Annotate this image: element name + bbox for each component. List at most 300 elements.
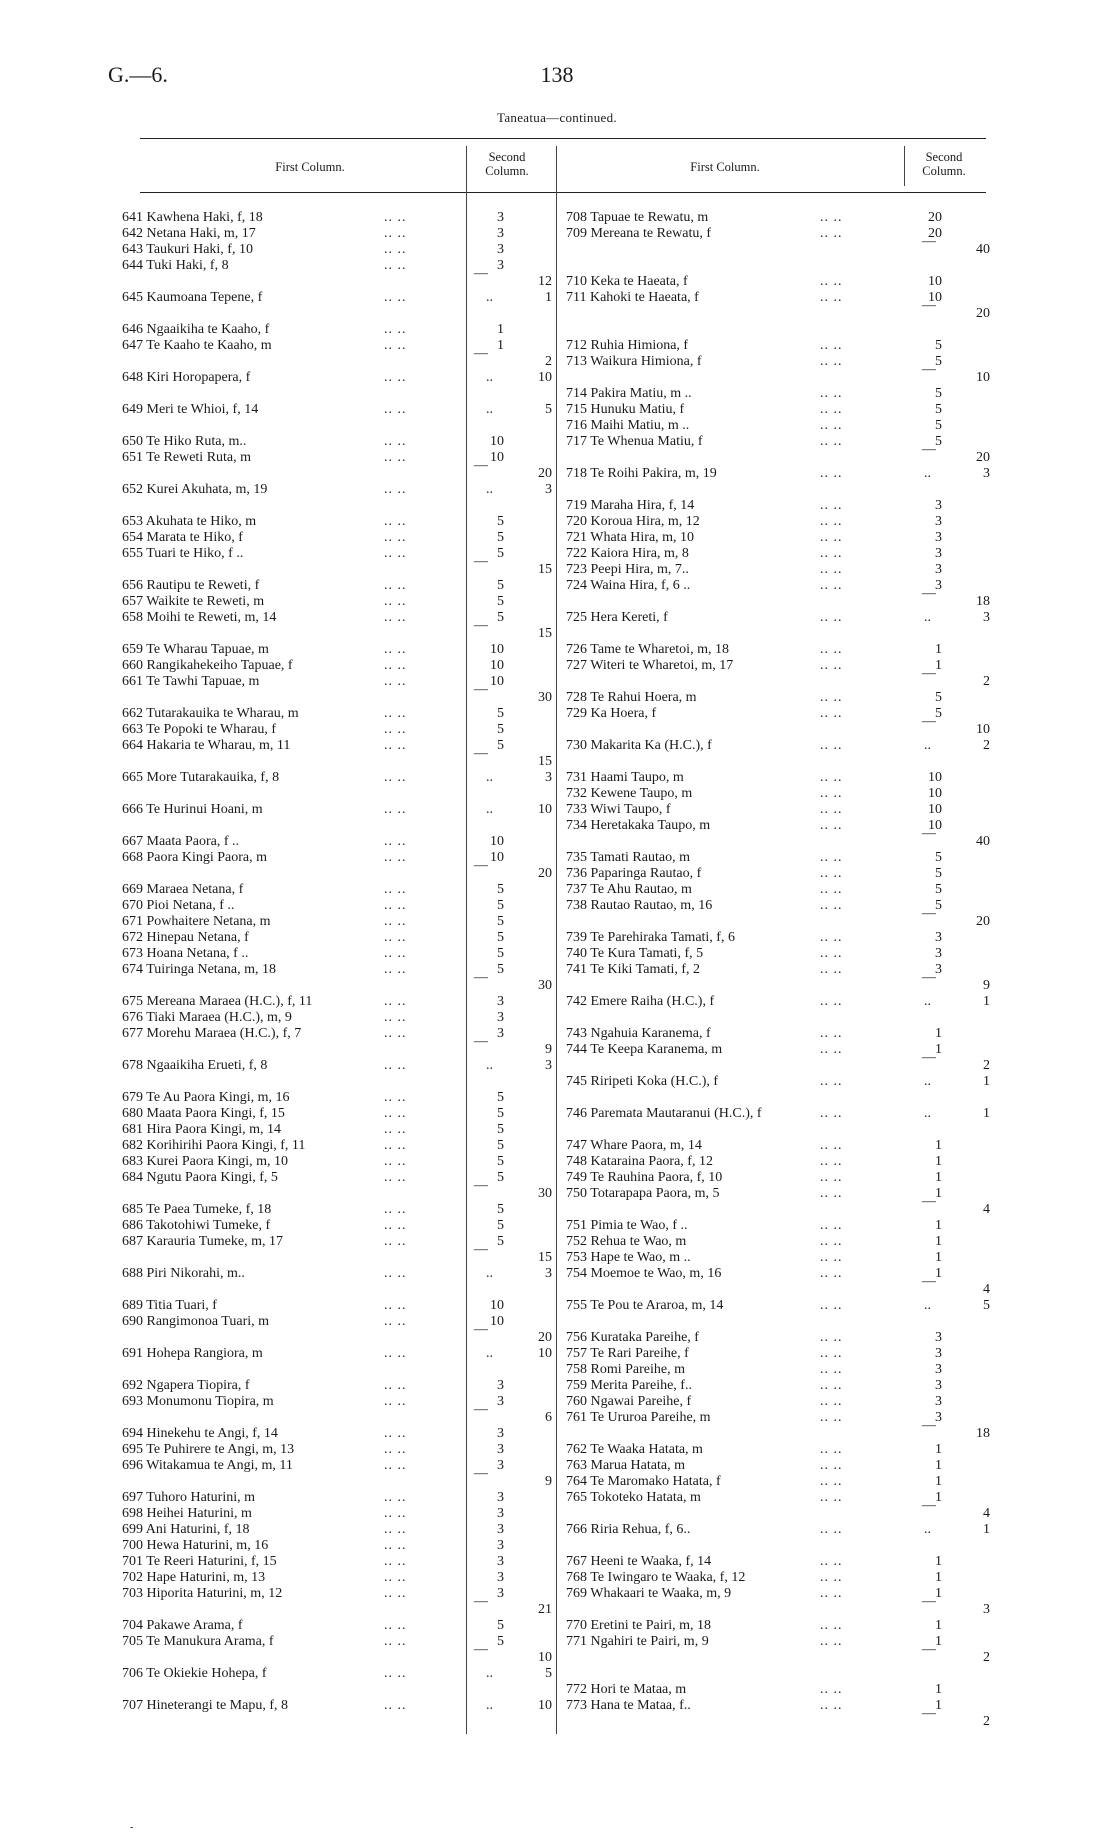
- share-value: 10: [928, 770, 942, 785]
- dot-leader: .. ..: [820, 786, 843, 801]
- subtotal-dash: —: [922, 1418, 936, 1433]
- share-value: 5: [497, 946, 504, 961]
- dot-leader: .. ..: [384, 1202, 407, 1217]
- dot-leader: .. ..: [820, 514, 843, 529]
- group-total: 10: [976, 722, 990, 737]
- entry-name: 730 Makarita Ka (H.C.), f: [566, 738, 712, 753]
- dot-leader: .. ..: [384, 1314, 407, 1329]
- entry-name: 720 Koroua Hira, m, 12: [566, 514, 700, 529]
- entry-name: 691 Hohepa Rangiora, m: [122, 1346, 263, 1361]
- share-value: 10: [928, 274, 942, 289]
- subtotal-dash: —: [922, 442, 936, 457]
- entry-name: 718 Te Roihi Pakira, m, 19: [566, 466, 717, 481]
- entry-name: 688 Piri Nikorahi, m..: [122, 1266, 245, 1281]
- entry-name: 677 Morehu Maraea (H.C.), f, 7: [122, 1026, 302, 1041]
- entry-name: 717 Te Whenua Matiu, f: [566, 434, 703, 449]
- entry-name: 741 Te Kiki Tamati, f, 2: [566, 962, 701, 977]
- right-column-divider: [904, 146, 905, 186]
- entry-name: 666 Te Hurinui Hoani, m: [122, 802, 263, 817]
- share-value: 5: [497, 1202, 504, 1217]
- entry-name: 703 Hiporita Haturini, m, 12: [122, 1586, 283, 1601]
- table-row: [0, 434, 1114, 450]
- group-total: 9: [983, 978, 990, 993]
- table-row: [0, 738, 1114, 754]
- entry-name: 716 Maihi Matiu, m ..: [566, 418, 690, 433]
- share-value: 3: [935, 1346, 942, 1361]
- share-value: 3: [935, 514, 942, 529]
- entry-name: 754 Moemoe te Wao, m, 16: [566, 1266, 722, 1281]
- entry-name: 732 Kewene Taupo, m: [566, 786, 693, 801]
- entry-name: 657 Waikite te Reweti, m: [122, 594, 265, 609]
- table-row: [0, 514, 1114, 530]
- dot-leader: .. ..: [384, 994, 407, 1009]
- dot-leader: .. ..: [820, 1154, 843, 1169]
- share-value: 3: [935, 530, 942, 545]
- table-row: [0, 386, 1114, 402]
- table-row: [0, 1090, 1114, 1106]
- dot-leader: .. ..: [384, 322, 407, 337]
- share-value: 5: [497, 514, 504, 529]
- dot-leader: ..: [924, 1298, 931, 1313]
- share-value: 3: [497, 1522, 504, 1537]
- table-row: [0, 1522, 1114, 1538]
- dot-leader: .. ..: [820, 1682, 843, 1697]
- dot-leader: .. ..: [384, 642, 407, 657]
- entry-name: 641 Kawhena Haki, f, 18: [122, 210, 263, 225]
- share-value: 1: [935, 1234, 942, 1249]
- table-row: [0, 1274, 1114, 1298]
- entry-name: 673 Hoana Netana, f ..: [122, 946, 249, 961]
- share-value: 10: [490, 658, 504, 673]
- share-value: 1: [935, 1554, 942, 1569]
- subtotal-dash: —: [474, 682, 488, 697]
- share-value: 1: [935, 1170, 942, 1185]
- share-value: 3: [935, 578, 942, 593]
- entry-name: 757 Te Rari Pareihe, f: [566, 1346, 689, 1361]
- entry-name: 766 Riria Rehua, f, 6..: [566, 1522, 691, 1537]
- share-value: 10: [490, 1314, 504, 1329]
- entry-name: 690 Rangimonoa Tuari, m: [122, 1314, 270, 1329]
- entry-name: 669 Maraea Netana, f: [122, 882, 244, 897]
- entry-name: 675 Mereana Maraea (H.C.), f, 11: [122, 994, 313, 1009]
- dot-leader: .. ..: [820, 578, 843, 593]
- dot-leader: .. ..: [384, 242, 407, 257]
- entry-name: 726 Tame te Wharetoi, m, 18: [566, 642, 729, 657]
- subtotal-dash: —: [922, 1498, 936, 1513]
- dot-leader: .. ..: [384, 578, 407, 593]
- dot-leader: .. ..: [820, 706, 843, 721]
- group-total: 18: [976, 1426, 990, 1441]
- dot-leader: .. ..: [820, 546, 843, 561]
- group-total: 20: [538, 1330, 552, 1345]
- subtotal-dash: —: [922, 1274, 936, 1289]
- group-total: 3: [545, 482, 552, 497]
- entry-name: 738 Rautao Rautao, m, 16: [566, 898, 713, 913]
- entry-name: 644 Tuki Haki, f, 8: [122, 258, 229, 273]
- dot-leader: .. ..: [820, 962, 843, 977]
- entry-name: 744 Te Keepa Karanema, m: [566, 1042, 723, 1057]
- entry-name: 714 Pakira Matiu, m ..: [566, 386, 692, 401]
- entry-name: 722 Kaiora Hira, m, 8: [566, 546, 689, 561]
- dot-leader: .. ..: [820, 1586, 843, 1601]
- table-row: [0, 1634, 1114, 1650]
- dot-leader: .. ..: [820, 866, 843, 881]
- table-row: [0, 1122, 1114, 1138]
- entry-name: 646 Ngaaikiha te Kaaho, f: [122, 322, 270, 337]
- table-row: [0, 770, 1114, 786]
- dot-leader: .. ..: [384, 1090, 407, 1105]
- dot-leader: .. ..: [820, 1442, 843, 1457]
- entry-name: 687 Karauria Tumeke, m, 17: [122, 1234, 283, 1249]
- entry-name: 713 Waikura Himiona, f: [566, 354, 702, 369]
- table-row: [0, 1074, 1114, 1090]
- subtotal-dash: —: [474, 1402, 488, 1417]
- entry-name: 680 Maata Paora Kingi, f, 15: [122, 1106, 285, 1121]
- dot-leader: .. ..: [820, 610, 843, 625]
- dot-leader: .. ..: [384, 946, 407, 961]
- dot-leader: .. ..: [820, 1026, 843, 1041]
- table-row: [0, 1298, 1114, 1314]
- subtotal-dash: —: [474, 1322, 488, 1337]
- share-value: 5: [497, 898, 504, 913]
- group-total: 30: [538, 690, 552, 705]
- share-value: 5: [497, 914, 504, 929]
- dot-leader: .. ..: [384, 1522, 407, 1537]
- table-row: [0, 530, 1114, 546]
- share-value: 1: [935, 1570, 942, 1585]
- subtotal-dash: —: [474, 1466, 488, 1481]
- table-row: [0, 610, 1114, 626]
- entry-name: 689 Titia Tuari, f: [122, 1298, 217, 1313]
- dot-leader: .. ..: [820, 690, 843, 705]
- group-total: 10: [538, 1698, 552, 1713]
- share-value: 1: [935, 1154, 942, 1169]
- dot-leader: .. ..: [384, 1106, 407, 1121]
- share-value: 5: [497, 1170, 504, 1185]
- dot-leader: .. ..: [820, 402, 843, 417]
- dot-leader: .. ..: [820, 210, 843, 225]
- entry-name: 696 Witakamua te Angi, m, 11: [122, 1458, 293, 1473]
- dot-leader: .. ..: [384, 594, 407, 609]
- share-value: 5: [497, 1138, 504, 1153]
- share-value: 1: [935, 1138, 942, 1153]
- group-total: 20: [976, 914, 990, 929]
- entry-name: 759 Merita Pareihe, f..: [566, 1378, 692, 1393]
- table-row: [0, 714, 1114, 738]
- table-row: [0, 898, 1114, 914]
- dot-leader: .. ..: [384, 1394, 407, 1409]
- share-value: 10: [928, 290, 942, 305]
- table-row: [0, 226, 1114, 242]
- share-value: 3: [497, 994, 504, 1009]
- entry-name: 739 Te Parehiraka Tamati, f, 6: [566, 930, 735, 945]
- share-value: 1: [935, 1586, 942, 1601]
- dot-leader: .. ..: [820, 1410, 843, 1425]
- share-value: 5: [497, 1106, 504, 1121]
- table-row: [0, 290, 1114, 306]
- share-value: 1: [935, 1442, 942, 1457]
- dot-leader: .. ..: [384, 258, 407, 273]
- share-value: 5: [935, 418, 942, 433]
- share-value: 10: [490, 642, 504, 657]
- table-row: [0, 1666, 1114, 1682]
- dot-leader: ..: [924, 1106, 931, 1121]
- entry-name: 692 Ngapera Tiopira, f: [122, 1378, 250, 1393]
- entry-name: 643 Taukuri Haki, f, 10: [122, 242, 253, 257]
- table-row: [0, 1618, 1114, 1634]
- entry-name: 684 Ngutu Paora Kingi, f, 5: [122, 1170, 278, 1185]
- share-value: 5: [497, 962, 504, 977]
- entry-name: 693 Monumonu Tiopira, m: [122, 1394, 274, 1409]
- entry-name: 651 Te Reweti Ruta, m: [122, 450, 252, 465]
- table-row: [0, 882, 1114, 898]
- dot-leader: ..: [924, 1074, 931, 1089]
- entry-name: 771 Ngahiri te Pairi, m, 9: [566, 1634, 709, 1649]
- share-value: 10: [928, 786, 942, 801]
- share-value: 1: [935, 1634, 942, 1649]
- entry-name: 653 Akuhata te Hiko, m: [122, 514, 257, 529]
- subtotal-dash: —: [922, 298, 936, 313]
- table-row: [0, 786, 1114, 802]
- share-value: 5: [935, 690, 942, 705]
- share-value: 1: [935, 1250, 942, 1265]
- group-total: 40: [976, 834, 990, 849]
- dot-leader: .. ..: [820, 1042, 843, 1057]
- entry-name: 765 Tokoteko Hatata, m: [566, 1490, 701, 1505]
- subtotal-dash: —: [922, 1194, 936, 1209]
- entry-name: 661 Te Tawhi Tapuae, m: [122, 674, 260, 689]
- share-value: 3: [497, 242, 504, 257]
- entry-name: 672 Hinepau Netana, f: [122, 930, 249, 945]
- share-value: 3: [497, 1010, 504, 1025]
- table-row: [0, 1186, 1114, 1202]
- table-row: [0, 826, 1114, 850]
- dot-leader: .. ..: [384, 1570, 407, 1585]
- subtotal-dash: —: [922, 1642, 936, 1657]
- share-value: 5: [497, 594, 504, 609]
- share-value: 1: [935, 1218, 942, 1233]
- dot-leader: .. ..: [384, 706, 407, 721]
- dot-leader: .. ..: [820, 1522, 843, 1537]
- table-row: [0, 1194, 1114, 1218]
- table-row: [0, 1474, 1114, 1490]
- table-row: [0, 1330, 1114, 1346]
- group-total: 30: [538, 1186, 552, 1201]
- share-value: 3: [935, 962, 942, 977]
- group-total: 2: [983, 1650, 990, 1665]
- dot-leader: .. ..: [820, 1106, 843, 1121]
- entry-name: 670 Pioi Netana, f ..: [122, 898, 235, 913]
- entry-name: 704 Pakawe Arama, f: [122, 1618, 243, 1633]
- table-row: [0, 866, 1114, 882]
- subtotal-dash: —: [922, 1050, 936, 1065]
- table-row: [0, 1682, 1114, 1698]
- table-row: [0, 642, 1114, 658]
- group-total: 3: [545, 1266, 552, 1281]
- group-total: 3: [983, 466, 990, 481]
- table-row: [0, 1498, 1114, 1522]
- entry-name: 676 Tiaki Maraea (H.C.), m, 9: [122, 1010, 292, 1025]
- entry-name: 752 Rehua te Wao, m: [566, 1234, 687, 1249]
- table-row: [0, 1418, 1114, 1442]
- share-value: 5: [497, 546, 504, 561]
- table-row: [0, 1698, 1114, 1714]
- entry-name: 727 Witeri te Wharetoi, m, 17: [566, 658, 734, 673]
- group-total: 5: [545, 402, 552, 417]
- dot-leader: .. ..: [820, 1458, 843, 1473]
- dot-leader: .. ..: [820, 1634, 843, 1649]
- subtotal-dash: —: [474, 618, 488, 633]
- subtotal-dash: —: [474, 346, 488, 361]
- entry-name: 656 Rautipu te Reweti, f: [122, 578, 260, 593]
- dot-leader: .. ..: [384, 802, 407, 817]
- left-second-column-header: [468, 150, 546, 178]
- entry-name: 723 Peepi Hira, m, 7..: [566, 562, 689, 577]
- table-row: [0, 546, 1114, 562]
- table-row: [0, 1266, 1114, 1282]
- group-total: 4: [983, 1282, 990, 1297]
- entry-name: 756 Kurataka Pareihe, f: [566, 1330, 699, 1345]
- dot-leader: .. ..: [384, 1122, 407, 1137]
- table-row: [0, 706, 1114, 722]
- group-total: 1: [983, 1074, 990, 1089]
- entry-name: 715 Hunuku Matiu, f: [566, 402, 685, 417]
- dot-leader: .. ..: [384, 1618, 407, 1633]
- entry-name: 734 Heretakaka Taupo, m: [566, 818, 711, 833]
- dot-leader: .. ..: [820, 1618, 843, 1633]
- entry-name: 753 Hape te Wao, m ..: [566, 1250, 691, 1265]
- dot-leader: .. ..: [820, 930, 843, 945]
- dot-leader: .. ..: [384, 290, 407, 305]
- share-value: 3: [497, 1426, 504, 1441]
- table-row: [0, 1250, 1114, 1266]
- group-total: 2: [983, 1058, 990, 1073]
- group-total: 4: [983, 1506, 990, 1521]
- dot-leader: .. ..: [384, 1634, 407, 1649]
- group-total: 10: [538, 1346, 552, 1361]
- entry-name: 770 Eretini te Pairi, m, 18: [566, 1618, 712, 1633]
- share-value: 5: [497, 882, 504, 897]
- entry-name: 721 Whata Hira, m, 10: [566, 530, 695, 545]
- group-total: 15: [538, 1250, 552, 1265]
- table-row: [0, 1554, 1114, 1570]
- entry-name: 748 Kataraina Paora, f, 12: [566, 1154, 713, 1169]
- entry-name: 707 Hineterangi te Mapu, f, 8: [122, 1698, 289, 1713]
- table-row: [0, 1042, 1114, 1058]
- table-row: [0, 1050, 1114, 1074]
- share-value: 5: [935, 354, 942, 369]
- table-row: [0, 258, 1114, 274]
- dot-leader: .. ..: [820, 946, 843, 961]
- right-second-column-header: [904, 150, 984, 178]
- share-value: 3: [935, 946, 942, 961]
- share-value: 1: [935, 1698, 942, 1713]
- share-value: 5: [497, 578, 504, 593]
- dot-leader: .. ..: [820, 642, 843, 657]
- share-value: 1: [935, 1186, 942, 1201]
- dot-leader: ..: [486, 1666, 493, 1681]
- subtotal-dash: —: [474, 1594, 488, 1609]
- dot-leader: .. ..: [384, 402, 407, 417]
- dot-leader: .. ..: [384, 1234, 407, 1249]
- entry-name: 742 Emere Raiha (H.C.), f: [566, 994, 715, 1009]
- table-row: [0, 1706, 1114, 1730]
- share-value: 3: [497, 1538, 504, 1553]
- dot-leader: .. ..: [820, 1362, 843, 1377]
- table-row: [0, 586, 1114, 610]
- table-row: [0, 818, 1114, 834]
- dot-leader: .. ..: [820, 738, 843, 753]
- entry-name: 737 Te Ahu Rautao, m: [566, 882, 692, 897]
- entry-name: 762 Te Waaka Hatata, m: [566, 1442, 703, 1457]
- dot-leader: .. ..: [820, 354, 843, 369]
- table-row: [0, 210, 1114, 226]
- share-value: 5: [935, 434, 942, 449]
- dot-leader: ..: [486, 370, 493, 385]
- entry-name: 729 Ka Hoera, f: [566, 706, 657, 721]
- dot-leader: .. ..: [820, 1330, 843, 1345]
- dot-leader: .. ..: [820, 1186, 843, 1201]
- dot-leader: .. ..: [384, 1506, 407, 1521]
- dot-leader: .. ..: [384, 1138, 407, 1153]
- dot-leader: .. ..: [384, 1554, 407, 1569]
- dot-leader: .. ..: [820, 226, 843, 241]
- entry-name: 649 Meri te Whioi, f, 14: [122, 402, 259, 417]
- group-total: 20: [538, 466, 552, 481]
- entry-name: 648 Kiri Horopapera, f: [122, 370, 251, 385]
- entry-name: 664 Hakaria te Wharau, m, 11: [122, 738, 291, 753]
- share-value: 1: [497, 338, 504, 353]
- entry-name: 760 Ngawai Pareihe, f: [566, 1394, 692, 1409]
- table-row: [0, 1346, 1114, 1362]
- dot-leader: ..: [486, 1058, 493, 1073]
- entry-name: 740 Te Kura Tamati, f, 5: [566, 946, 704, 961]
- share-value: 5: [497, 722, 504, 737]
- dot-leader: .. ..: [820, 1570, 843, 1585]
- table-row: [0, 274, 1114, 290]
- table-row: [0, 690, 1114, 706]
- share-value: 5: [935, 386, 942, 401]
- dot-leader: .. ..: [820, 658, 843, 673]
- table-row: [0, 1538, 1114, 1554]
- dot-leader: .. ..: [384, 338, 407, 353]
- group-total: 18: [976, 594, 990, 609]
- group-total: 15: [538, 562, 552, 577]
- share-value: 5: [497, 738, 504, 753]
- dot-leader: ..: [924, 466, 931, 481]
- entry-name: 678 Ngaaikiha Erueti, f, 8: [122, 1058, 268, 1073]
- entry-name: 711 Kahoki te Haeata, f: [566, 290, 699, 305]
- table-row: [0, 1362, 1114, 1378]
- share-value: 1: [935, 642, 942, 657]
- subtotal-dash: —: [474, 266, 488, 281]
- dot-leader: .. ..: [384, 882, 407, 897]
- table-row: [0, 850, 1114, 866]
- entry-name: 769 Whakaari te Waaka, m, 9: [566, 1586, 732, 1601]
- dot-leader: .. ..: [820, 386, 843, 401]
- share-value: 3: [497, 1394, 504, 1409]
- share-value: 1: [935, 1682, 942, 1697]
- table-row: [0, 1410, 1114, 1426]
- dot-leader: ..: [486, 802, 493, 817]
- table-row: [0, 322, 1114, 338]
- subtotal-dash: —: [922, 234, 936, 249]
- subtotal-dash: —: [474, 458, 488, 473]
- group-total: 3: [983, 610, 990, 625]
- dot-leader: .. ..: [384, 898, 407, 913]
- dot-leader: ..: [486, 402, 493, 417]
- share-value: 1: [935, 1618, 942, 1633]
